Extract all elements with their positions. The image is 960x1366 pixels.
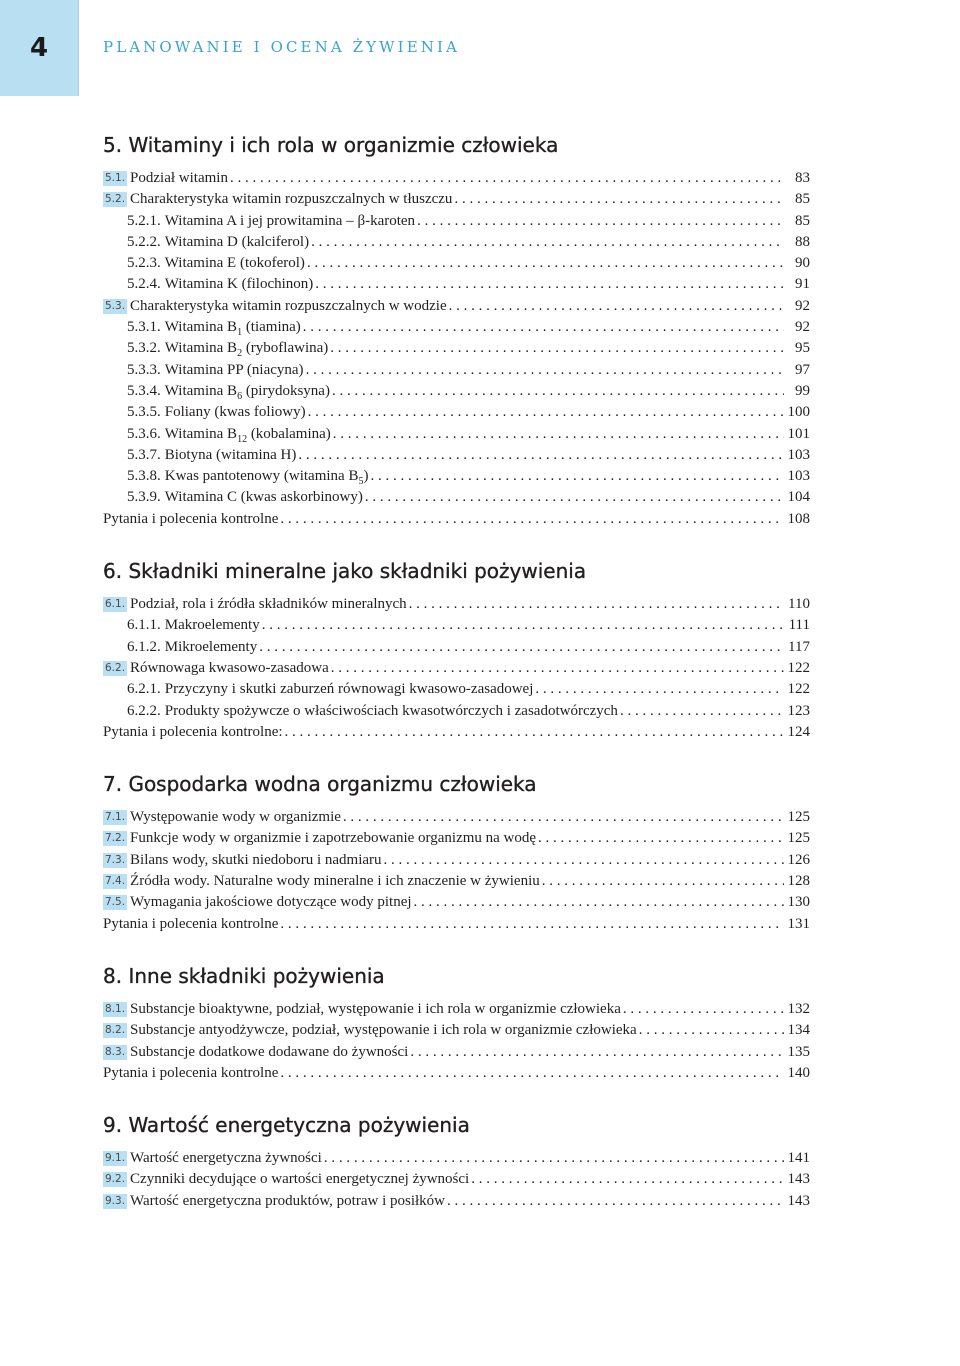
entry-title-text: Makroelementy — [164, 617, 260, 634]
toc-entry-list — [103, 596, 810, 745]
toc-entry-list — [103, 170, 810, 532]
entry-title-text: Pytania i polecenia kontrolne — [103, 1064, 279, 1081]
entry-title — [103, 724, 283, 741]
entry-title-suffix: (tiamina) — [242, 319, 301, 336]
entry-page-number: 132 — [787, 1000, 810, 1017]
toc-entry[interactable] — [103, 809, 810, 830]
entry-title-text: Witamina K (filochinon) — [164, 276, 314, 293]
toc-chapter — [103, 1102, 810, 1214]
chapter-title: 9. Wartość energetyczna pożywienia — [103, 1113, 470, 1138]
dot-leader — [623, 1001, 784, 1018]
dot-leader — [311, 234, 784, 251]
toc-chapter — [103, 953, 810, 1086]
dot-leader — [447, 1193, 784, 1210]
chapter-title: 6. Składniki mineralne jako składniki pożywienia — [103, 559, 587, 584]
entry-page-number: 101 — [787, 425, 810, 442]
toc-entry[interactable] — [103, 1171, 810, 1192]
entry-number: 5.3.2. — [127, 340, 161, 357]
toc-entry[interactable] — [103, 1022, 810, 1043]
toc-entry[interactable] — [103, 426, 810, 447]
page-number: 4 — [29, 33, 49, 63]
running-head: PLANOWANIE I OCENA ŻYWIENIA — [103, 38, 460, 56]
entry-number-badge: 9.3. — [105, 1194, 126, 1207]
dot-leader — [343, 809, 784, 826]
entry-title — [103, 1065, 278, 1082]
entry-title — [103, 916, 278, 933]
entry-number: 5.2.2. — [127, 233, 161, 250]
dot-leader — [471, 1171, 784, 1188]
entry-title — [130, 191, 452, 208]
entry-title — [165, 639, 257, 656]
entry-page-number: 122 — [787, 659, 810, 676]
toc-entry[interactable] — [103, 703, 810, 724]
dot-leader — [298, 447, 784, 464]
dot-leader — [308, 404, 784, 421]
table-of-contents — [103, 122, 810, 1230]
dot-leader — [330, 340, 784, 357]
entry-number-badge: 5.3. — [105, 299, 126, 312]
dot-leader — [365, 489, 784, 506]
entry-title — [165, 362, 304, 379]
entry-title-text: Biotyna (witamina H) — [164, 446, 297, 463]
toc-entry[interactable] — [103, 617, 810, 638]
toc-entry-list — [103, 809, 810, 937]
dot-leader — [315, 276, 784, 293]
entry-number-badge: 6.1. — [105, 598, 126, 611]
dot-leader — [384, 852, 784, 869]
toc-entry[interactable] — [103, 340, 810, 361]
entry-title — [130, 660, 329, 677]
toc-entry[interactable] — [103, 213, 810, 234]
entry-title-text: Charakterystyka witamin rozpuszczalnych w wodzie — [130, 297, 447, 314]
toc-entry[interactable] — [103, 681, 810, 702]
entry-page-number: 143 — [787, 1171, 810, 1188]
entry-number-badge: 7.4. — [105, 875, 126, 888]
dot-leader — [306, 362, 784, 379]
entry-title — [130, 809, 341, 826]
entry-page-number: 124 — [787, 723, 810, 740]
entry-page-number: 103 — [787, 468, 810, 485]
entry-page-number: 125 — [787, 830, 810, 847]
dot-leader — [410, 1044, 784, 1061]
entry-number-badge: 8.1. — [105, 1002, 126, 1015]
dot-leader — [333, 426, 784, 443]
dot-leader — [409, 596, 784, 613]
toc-entry[interactable] — [103, 255, 810, 276]
entry-title-text: Witamina B — [164, 425, 238, 442]
entry-title-text: Foliany (kwas foliowy) — [164, 404, 306, 421]
entry-number-badge: 9.1. — [105, 1152, 126, 1165]
entry-page-number: 92 — [795, 297, 810, 314]
entry-title-suffix: ) — [363, 468, 369, 485]
entry-title-text: Witamina C (kwas askorbinowy) — [164, 489, 363, 506]
toc-entry[interactable] — [103, 639, 810, 660]
entry-title — [130, 1022, 637, 1039]
toc-entry[interactable] — [103, 489, 810, 510]
entry-title-text: Witamina D (kalciferol) — [164, 233, 310, 250]
toc-entry[interactable] — [103, 362, 810, 383]
entry-title — [165, 255, 305, 272]
entry-number: 5.3.8. — [127, 468, 161, 485]
toc-entry[interactable] — [103, 383, 810, 404]
entry-number-badge: 7.3. — [105, 853, 126, 866]
entry-page-number: 128 — [787, 873, 810, 890]
entry-title-text: Witamina B — [164, 340, 238, 357]
toc-entry[interactable] — [103, 1193, 810, 1214]
entry-page-number: 111 — [788, 617, 810, 634]
entry-page-number: 135 — [787, 1043, 810, 1060]
entry-title-text: Substancje bioaktywne, podział, występowanie i ich rola w organizmie człowieka — [130, 1000, 621, 1017]
entry-number: 6.1.2. — [127, 638, 161, 655]
entry-number-badge: 7.1. — [105, 811, 126, 824]
entry-title — [130, 894, 412, 911]
entry-page-number: 91 — [795, 276, 810, 293]
toc-entry[interactable] — [103, 724, 810, 745]
entry-number-badge: 8.2. — [105, 1024, 126, 1037]
entry-number: 5.3.9. — [127, 489, 161, 506]
entry-number-badge: 7.5. — [105, 896, 126, 909]
entry-title — [130, 596, 407, 613]
entry-title — [165, 383, 330, 400]
entry-title-text: Przyczyny i skutki zaburzeń równowagi kwasowo-zasadowej — [164, 681, 534, 698]
toc-entry[interactable] — [103, 596, 810, 617]
entry-title-text: Kwas pantotenowy (witamina B — [164, 468, 359, 485]
entry-title-text: Wymagania jakościowe dotyczące wody pitnej — [130, 894, 412, 911]
entry-title-text: Bilans wody, skutki niedoboru i nadmiaru — [130, 851, 382, 868]
entry-title-text: Pytania i polecenia kontrolne — [103, 510, 279, 527]
dot-leader — [535, 681, 784, 698]
entry-page-number: 140 — [787, 1064, 810, 1081]
entry-title — [165, 234, 309, 251]
entry-number-badge: 6.2. — [105, 661, 126, 674]
entry-number: 5.3.7. — [127, 446, 161, 463]
entry-number-badge: 5.2. — [105, 193, 126, 206]
entry-title — [130, 852, 382, 869]
entry-page-number: 104 — [787, 489, 810, 506]
entry-page-number: 130 — [787, 894, 810, 911]
entry-title-text: Czynniki decydujące o wartości energetycznej żywności — [130, 1171, 470, 1188]
dot-leader — [262, 617, 784, 634]
entry-page-number: 126 — [787, 851, 810, 868]
entry-page-number: 97 — [795, 361, 810, 378]
entry-title-text: Pytania i polecenia kontrolne — [103, 915, 279, 932]
entry-title-text: Równowaga kwasowo-zasadowa — [130, 659, 329, 676]
entry-subscript: 12 — [237, 433, 248, 445]
entry-number: 5.2.4. — [127, 276, 161, 293]
entry-page-number: 92 — [795, 319, 810, 336]
entry-subscript: 2 — [237, 348, 243, 360]
entry-title-text: Źródła wody. Naturalne wody mineralne i ich znaczenie w żywieniu — [130, 873, 540, 890]
entry-title-text: Podział witamin — [130, 170, 228, 186]
dot-leader — [620, 703, 784, 720]
entry-title — [165, 703, 618, 720]
entry-title — [130, 873, 540, 890]
entry-title — [130, 1044, 408, 1061]
chapter-title: 5. Witaminy i ich rola w organizmie człowieka — [103, 133, 559, 157]
entry-page-number: 108 — [787, 510, 810, 527]
dot-leader — [324, 1150, 784, 1167]
toc-entry[interactable] — [103, 830, 810, 851]
entry-page-number: 134 — [787, 1022, 810, 1039]
toc-entry[interactable] — [103, 404, 810, 425]
entry-title — [165, 276, 314, 293]
entry-number: 5.2.3. — [127, 255, 161, 272]
toc-entry[interactable] — [103, 298, 810, 319]
entry-title-text: Wartość energetyczna produktów, potraw i posiłków — [130, 1192, 446, 1209]
dot-leader — [280, 511, 784, 528]
toc-entry[interactable] — [103, 191, 810, 212]
dot-leader — [414, 894, 784, 911]
entry-subscript: 1 — [237, 327, 243, 339]
toc-entry-list — [103, 1001, 810, 1086]
entry-number-badge: 8.3. — [105, 1045, 126, 1058]
dot-leader — [331, 660, 784, 677]
entry-title-text: Substancje dodatkowe dodawane do żywności — [130, 1043, 409, 1060]
entry-number-badge: 9.2. — [105, 1173, 126, 1186]
entry-title-text: Witamina A i jej prowitamina – β-karoten — [164, 212, 416, 229]
entry-title — [165, 681, 534, 698]
entry-title — [130, 1171, 469, 1188]
toc-entry[interactable] — [103, 1065, 810, 1086]
entry-title — [130, 1150, 322, 1167]
entry-title-text: Witamina B — [164, 319, 238, 336]
entry-number: 5.2.1. — [127, 212, 161, 229]
entry-title — [130, 170, 228, 187]
entry-page-number: 100 — [787, 404, 810, 421]
entry-title — [164, 468, 369, 488]
dot-leader — [542, 873, 784, 890]
entry-number: 5.3.1. — [127, 319, 161, 336]
entry-number: 5.3.6. — [127, 425, 161, 442]
entry-page-number: 90 — [795, 255, 810, 272]
entry-title-text: Wartość energetyczna żywności — [130, 1150, 322, 1167]
entry-page-number: 83 — [795, 170, 810, 186]
toc-entry[interactable] — [103, 852, 810, 873]
entry-title-text: Produkty spożywcze o właściwościach kwasotwórczych i zasadotwórczych — [164, 702, 618, 719]
toc-entry[interactable] — [103, 468, 810, 489]
toc-entry[interactable] — [103, 660, 810, 681]
toc-chapter — [103, 548, 810, 745]
entry-number: 5.3.4. — [127, 382, 161, 399]
entry-title-text: Substancje antyodżywcze, podział, występowanie i ich rola w organizmie człowieka — [130, 1022, 637, 1039]
toc-entry[interactable] — [103, 447, 810, 468]
entry-page-number: 103 — [787, 446, 810, 463]
entry-number: 5.3.5. — [127, 404, 161, 421]
dot-leader — [259, 639, 784, 656]
entry-page-number: 85 — [795, 191, 810, 208]
entry-title — [165, 617, 260, 634]
entry-title-text: Witamina B — [164, 382, 238, 399]
entry-subscript: 5 — [358, 476, 364, 488]
dot-leader — [230, 170, 784, 187]
entry-title — [130, 830, 536, 847]
toc-entry[interactable] — [103, 276, 810, 297]
entry-number: 5.3.3. — [127, 361, 161, 378]
toc-entry[interactable] — [103, 234, 810, 255]
entry-title-suffix: (ryboflawina) — [242, 340, 329, 357]
entry-title-text: Występowanie wody w organizmie — [130, 809, 341, 826]
entry-page-number: 95 — [795, 340, 810, 357]
entry-title-suffix: (pirydoksyna) — [242, 382, 330, 399]
toc-entry[interactable] — [103, 1044, 810, 1065]
toc-entry-list — [103, 1150, 810, 1214]
entry-subscript: 6 — [237, 390, 243, 402]
dot-leader — [449, 298, 784, 315]
entry-title-text: Witamina PP (niacyna) — [164, 361, 304, 378]
entry-page-number: 122 — [787, 681, 810, 698]
entry-title-text: Podział, rola i źródła składników mineralnych — [130, 596, 407, 613]
entry-page-number: 123 — [787, 702, 810, 719]
entry-title — [165, 489, 363, 506]
entry-title-text: Witamina E (tokoferol) — [164, 255, 305, 272]
toc-chapter — [103, 122, 810, 532]
entry-number: 6.2.2. — [127, 702, 161, 719]
entry-title — [165, 213, 415, 230]
entry-page-number: 125 — [787, 809, 810, 826]
toc-entry[interactable] — [103, 873, 810, 894]
toc-entry[interactable] — [103, 170, 810, 191]
dot-leader — [370, 468, 784, 485]
entry-title-text: Mikroelementy — [164, 638, 258, 655]
chapter-title: 7. Gospodarka wodna organizmu człowieka — [103, 772, 537, 797]
toc-entry[interactable] — [103, 511, 810, 532]
entry-title — [165, 447, 297, 464]
entry-title — [164, 340, 329, 360]
toc-chapter — [103, 761, 810, 937]
entry-page-number: 143 — [787, 1192, 810, 1209]
dot-leader — [307, 255, 784, 272]
entry-number-badge: 7.2. — [105, 832, 126, 845]
entry-title — [130, 1001, 621, 1018]
dot-leader — [639, 1022, 784, 1039]
entry-title — [164, 319, 301, 339]
entry-page-number: 85 — [795, 212, 810, 229]
entry-number: 6.2.1. — [127, 681, 161, 698]
toc-entry[interactable] — [103, 1150, 810, 1171]
entry-title — [165, 426, 331, 443]
dot-leader — [454, 191, 784, 208]
entry-page-number: 141 — [787, 1150, 810, 1167]
dot-leader — [332, 383, 784, 400]
entry-page-number: 131 — [787, 915, 810, 932]
dot-leader — [285, 724, 784, 741]
entry-page-number: 99 — [795, 382, 810, 399]
entry-page-number: 117 — [788, 638, 810, 655]
chapter-title: 8. Inne składniki pożywienia — [103, 963, 385, 988]
dot-leader — [280, 916, 784, 933]
entry-title-text: Pytania i polecenia kontrolne: — [103, 723, 283, 740]
entry-number-badge: 5.1. — [105, 172, 126, 184]
toc-entry[interactable] — [103, 894, 810, 915]
dot-leader — [417, 213, 784, 230]
toc-entry[interactable] — [103, 319, 810, 340]
entry-title — [130, 1193, 445, 1210]
entry-title-text: Charakterystyka witamin rozpuszczalnych w tłuszczu — [130, 191, 453, 208]
entry-page-number: 88 — [795, 233, 810, 250]
entry-title — [103, 511, 278, 528]
entry-title-suffix: (kobalamina) — [247, 425, 331, 442]
entry-number: 6.1.1. — [127, 617, 161, 634]
page-number-tab — [0, 0, 79, 96]
entry-title — [165, 404, 306, 421]
dot-leader — [303, 319, 784, 336]
toc-entry[interactable] — [103, 916, 810, 937]
dot-leader — [538, 830, 784, 847]
entry-page-number: 110 — [788, 596, 810, 613]
entry-title-text: Funkcje wody w organizmie i zapotrzebowanie organizmu na wodę — [130, 830, 537, 847]
entry-title — [130, 298, 447, 315]
dot-leader — [280, 1065, 784, 1082]
toc-entry[interactable] — [103, 1001, 810, 1022]
